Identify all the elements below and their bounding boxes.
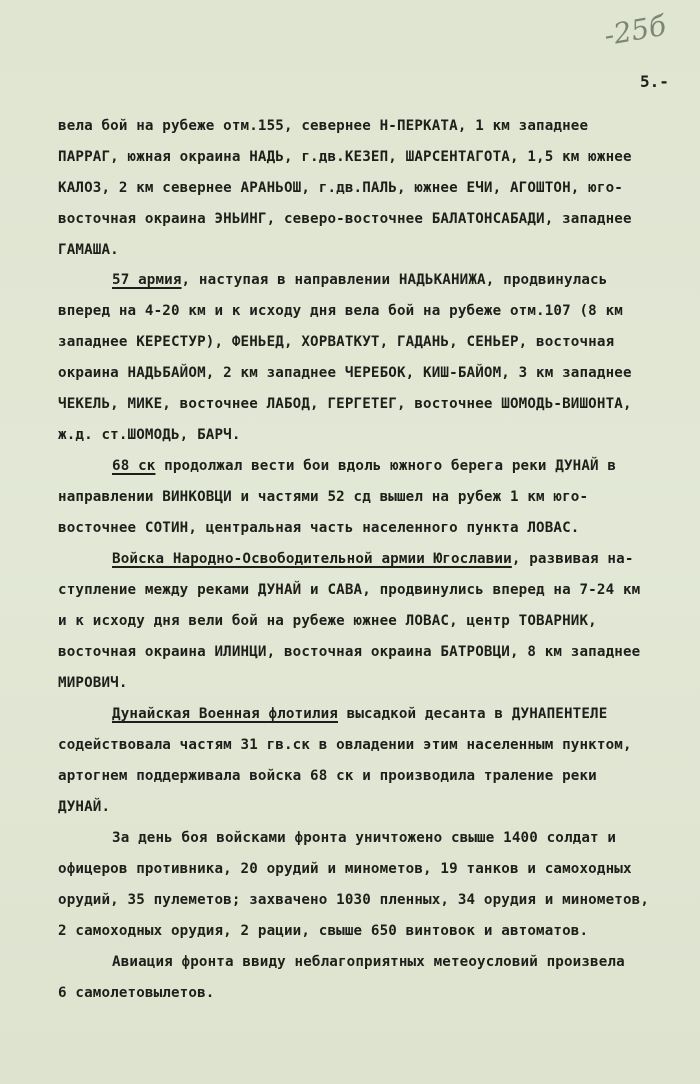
underlined-heading: 57 армия xyxy=(112,272,182,288)
text-segment: и к исходу дня вели бой на рубеже южнее ЛОВАС, центр ТОВАРНИК, xyxy=(58,613,597,629)
text-line xyxy=(58,985,214,1001)
text-segment: западнее КЕРЕСТУР), ФЕНЬЕД, ХОРВАТКУТ, ГАДАНЬ, СЕНЬЕР, восточная xyxy=(58,334,615,350)
text-segment: вела бой на рубеже отм.155, севернее Н-ПЕРКАТА, 1 км западнее xyxy=(58,118,589,134)
text-segment: содействовала частям 31 гв.ск в овладении этим населенным пунктом, xyxy=(58,737,632,753)
text-segment: продолжал вести бои вдоль южного берега реки ДУНАЙ в xyxy=(155,458,617,474)
text-segment: восточная окраина ЭНЬИНГ, северо-восточнее БАЛАТОНСАБАДИ, западнее xyxy=(58,211,632,227)
text-line xyxy=(58,768,597,784)
underlined-heading: Дунайская Военная флотилия xyxy=(112,706,338,722)
text-line xyxy=(58,613,597,629)
text-segment: За день боя войсками фронта уничтожено свыше 1400 солдат и xyxy=(112,830,617,846)
underlined-heading: 68 ск xyxy=(112,458,156,474)
archive-sheet-mark: -25б xyxy=(601,8,669,53)
text-segment: 6 самолетовылетов. xyxy=(58,985,215,1001)
text-segment: Авиация фронта ввиду неблагоприятных метеоусловий произвела xyxy=(112,954,625,970)
text-segment: восточная окраина ИЛИНЦИ, восточная окраина БАТРОВЦИ, 8 км западнее xyxy=(58,644,641,660)
text-segment: ГАМАША. xyxy=(58,242,119,258)
text-segment: высадкой десанта в ДУНАПЕНТЕЛЕ xyxy=(337,706,608,722)
text-line xyxy=(58,427,241,443)
underlined-heading: Войска Народно-Освободительной армии Югославии xyxy=(112,551,512,567)
text-segment: ж.д. ст.ШОМОДЬ, БАРЧ. xyxy=(58,427,241,443)
text-line xyxy=(58,365,632,381)
text-line xyxy=(112,706,607,722)
text-line xyxy=(58,489,588,505)
text-line xyxy=(112,830,616,846)
text-segment: восточнее СОТИН, центральная часть населенного пункта ЛОВАС. xyxy=(58,520,580,536)
text-line xyxy=(58,118,588,134)
text-line xyxy=(112,272,607,288)
text-line xyxy=(58,737,632,753)
text-segment: орудий, 35 пулеметов; захвачено 1030 пленных, 34 орудия и минометов, xyxy=(58,892,650,908)
text-line xyxy=(58,644,640,660)
text-line xyxy=(58,242,119,258)
text-segment: ДУНАЙ. xyxy=(58,799,111,815)
text-line xyxy=(58,582,640,598)
text-line xyxy=(58,861,632,877)
text-segment: , наступая в направлении НАДЬКАНИЖА, продвинулась xyxy=(181,272,608,288)
text-segment: вперед на 4-20 км и к исходу дня вела бой на рубеже отм.107 (8 км xyxy=(58,303,623,319)
text-segment: КАЛОЗ, 2 км севернее АРАНЬОШ, г.дв.ПАЛЬ, южнее ЕЧИ, АГОШТОН, юго- xyxy=(58,180,623,196)
text-line xyxy=(58,303,623,319)
text-line xyxy=(58,334,614,350)
text-line xyxy=(58,923,588,939)
text-line xyxy=(58,396,632,412)
text-segment: окраина НАДЬБАЙОМ, 2 км западнее ЧЕРЕБОК, КИШ-БАЙОМ, 3 км западнее xyxy=(58,365,632,381)
text-segment: МИРОВИЧ. xyxy=(58,675,128,691)
text-line xyxy=(58,892,649,908)
text-segment: ПАРРАГ, южная окраина НАДЬ, г.дв.КЕЗЕП, ШАРСЕНТАГОТА, 1,5 км южнее xyxy=(58,149,632,165)
text-line xyxy=(112,551,634,567)
text-segment: ЧЕКЕЛЬ, МИКЕ, восточнее ЛАБОД, ГЕРГЕТЕГ, восточнее ШОМОДЬ-ВИШОНТА, xyxy=(58,396,632,412)
text-line xyxy=(58,211,632,227)
text-line xyxy=(58,675,128,691)
text-line xyxy=(58,520,580,536)
text-segment: артогнем поддерживала войска 68 ск и производила траление реки xyxy=(58,768,597,784)
text-line xyxy=(112,458,616,474)
text-line xyxy=(58,799,110,815)
text-line xyxy=(58,149,632,165)
text-line xyxy=(112,954,625,970)
page-number: 5.- xyxy=(640,72,669,91)
text-segment: 2 самоходных орудия, 2 рации, свыше 650 винтовок и автоматов. xyxy=(58,923,589,939)
text-segment: направлении ВИНКОВЦИ и частями 52 сд вышел на рубеж 1 км юго- xyxy=(58,489,589,505)
text-line xyxy=(58,180,623,196)
text-segment: , развивая на- xyxy=(511,551,634,567)
text-segment: офицеров противника, 20 орудий и минометов, 19 танков и самоходных xyxy=(58,861,632,877)
text-segment: ступление между реками ДУНАЙ и САВА, продвинулись вперед на 7-24 км xyxy=(58,582,641,598)
